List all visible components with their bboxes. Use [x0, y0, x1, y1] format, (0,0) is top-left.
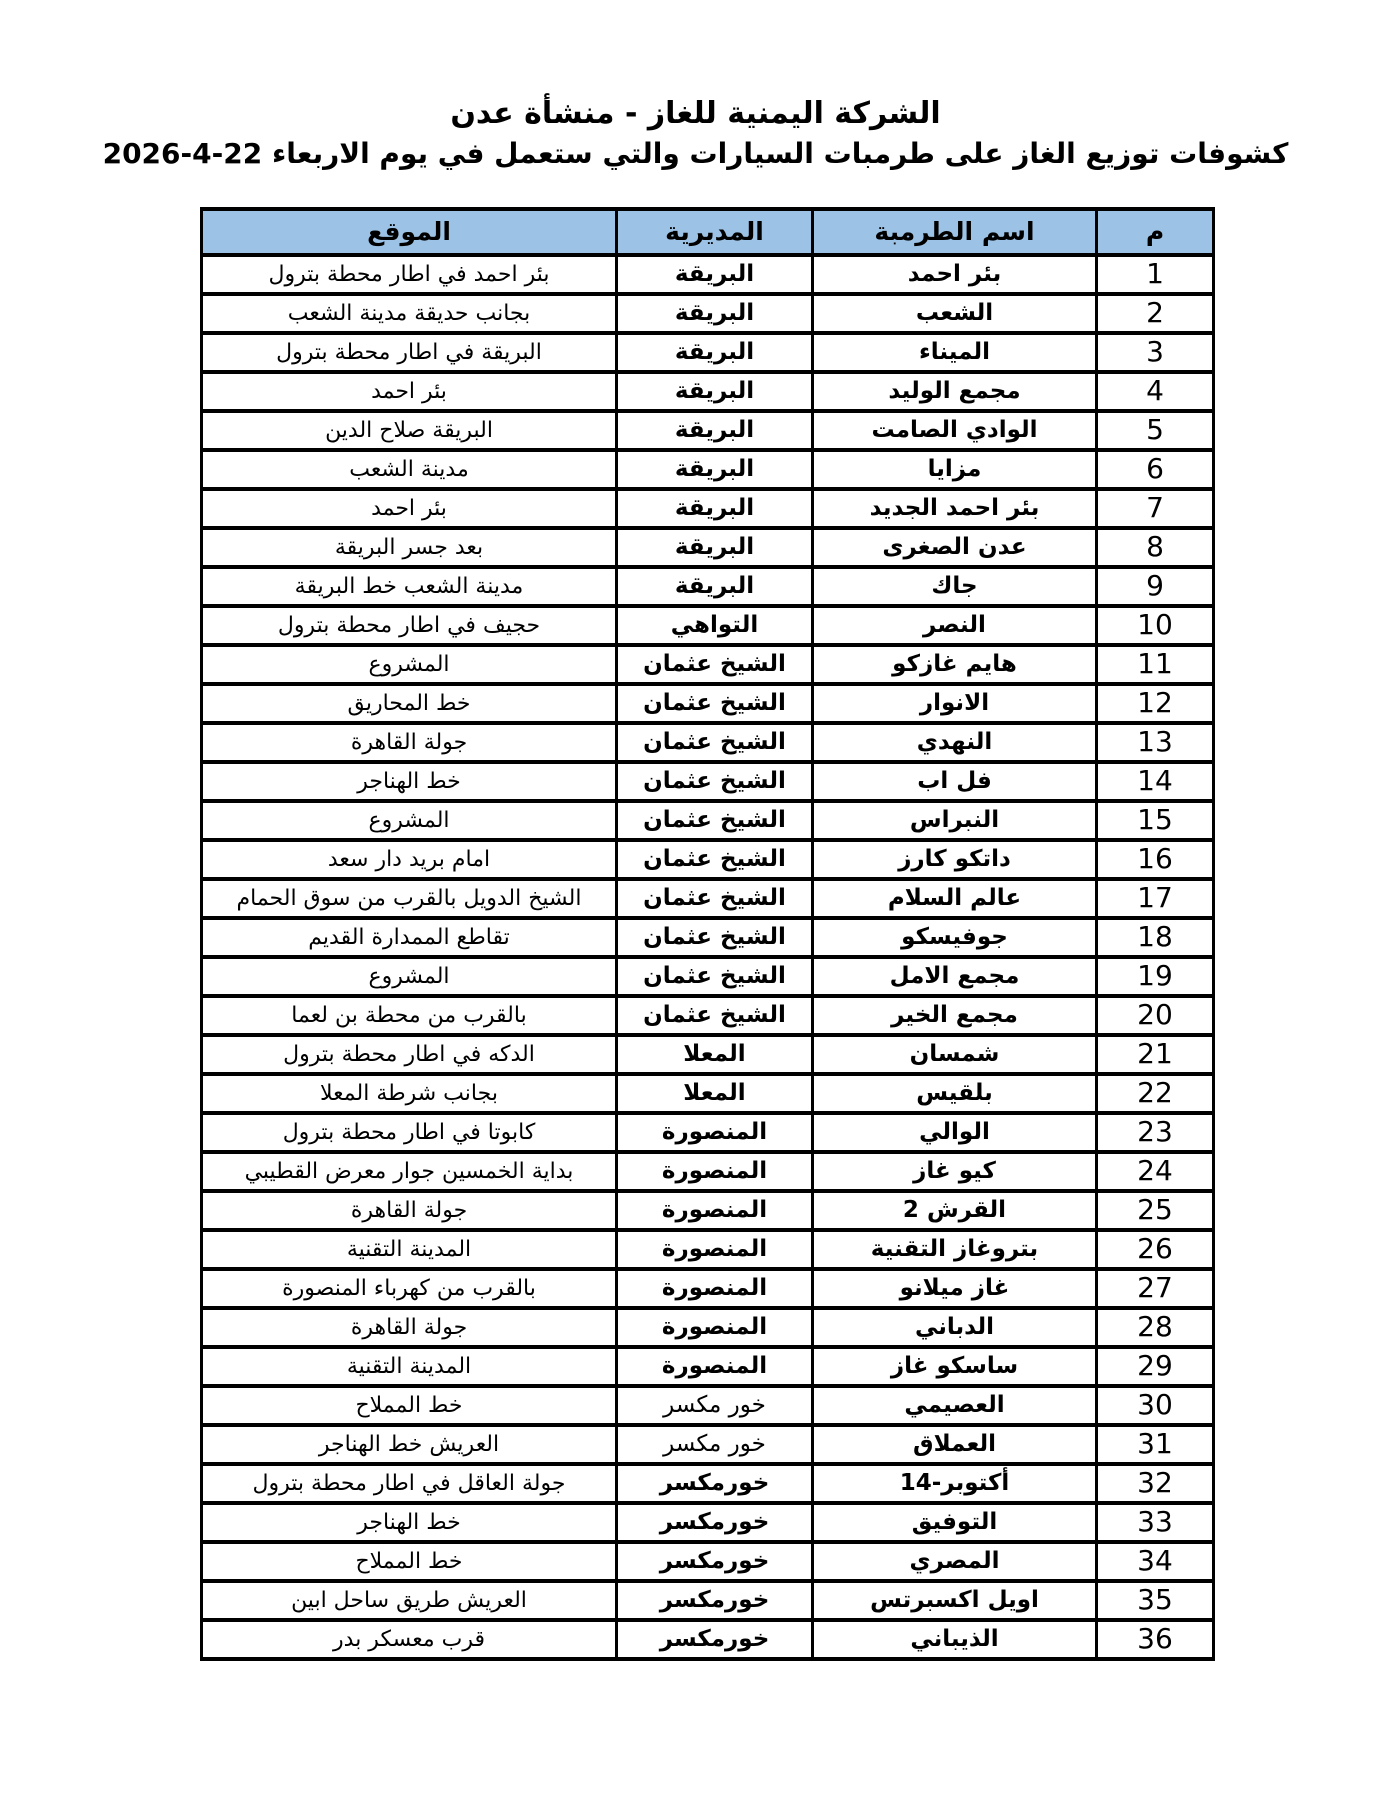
- table-row: [202, 1074, 1214, 1113]
- cell-pump-name: الانوار: [813, 684, 1097, 723]
- cell-district: البريقة: [617, 450, 813, 489]
- cell-pump-name: شمسان: [813, 1035, 1097, 1074]
- cell-pump-name: ساسكو غاز: [813, 1347, 1097, 1386]
- cell-pump-name: جاك: [813, 567, 1097, 606]
- cell-district: المنصورة: [617, 1230, 813, 1269]
- cell-pump-name: القرش 2: [813, 1191, 1097, 1230]
- table-row: [202, 645, 1214, 684]
- table-row: [202, 450, 1214, 489]
- table-row: [202, 1308, 1214, 1347]
- cell-location: كابوتا في اطار محطة بترول: [202, 1113, 617, 1152]
- cell-location: بجانب شرطة المعلا: [202, 1074, 617, 1113]
- cell-serial: 28: [1097, 1308, 1214, 1347]
- cell-pump-name: داتكو كارز: [813, 840, 1097, 879]
- cell-pump-name: اويل اكسبرتس: [813, 1581, 1097, 1620]
- cell-location: بالقرب من محطة بن لعما: [202, 996, 617, 1035]
- cell-serial: 6: [1097, 450, 1214, 489]
- cell-district: الشيخ عثمان: [617, 723, 813, 762]
- cell-location: تقاطع الممدارة القديم: [202, 918, 617, 957]
- cell-district: البريقة: [617, 255, 813, 294]
- cell-location: الشيخ الدويل بالقرب من سوق الحمام: [202, 879, 617, 918]
- cell-district: المعلا: [617, 1035, 813, 1074]
- cell-location: الدكه في اطار محطة بترول: [202, 1035, 617, 1074]
- cell-pump-name: هايم غازكو: [813, 645, 1097, 684]
- table-row: [202, 1230, 1214, 1269]
- cell-location: المشروع: [202, 645, 617, 684]
- cell-location: بئر احمد في اطار محطة بترول: [202, 255, 617, 294]
- cell-location: حجيف في اطار محطة بترول: [202, 606, 617, 645]
- cell-serial: 23: [1097, 1113, 1214, 1152]
- table-row: [202, 372, 1214, 411]
- cell-pump-name: بئر احمد: [813, 255, 1097, 294]
- table-row: [202, 996, 1214, 1035]
- table-row: [202, 684, 1214, 723]
- table-row: [202, 801, 1214, 840]
- cell-district: خور مكسر: [617, 1386, 813, 1425]
- cell-pump-name: بئر احمد الجديد: [813, 489, 1097, 528]
- table-row: [202, 1425, 1214, 1464]
- cell-serial: 30: [1097, 1386, 1214, 1425]
- table-row: [202, 1503, 1214, 1542]
- table-row: [202, 1464, 1214, 1503]
- column-header-district: المديرية: [617, 209, 813, 255]
- cell-location: بعد جسر البريقة: [202, 528, 617, 567]
- cell-location: بئر احمد: [202, 372, 617, 411]
- cell-serial: 33: [1097, 1503, 1214, 1542]
- cell-serial: 31: [1097, 1425, 1214, 1464]
- table-row: [202, 1269, 1214, 1308]
- cell-location: خط المملاح: [202, 1542, 617, 1581]
- cell-district: المعلا: [617, 1074, 813, 1113]
- cell-serial: 19: [1097, 957, 1214, 996]
- cell-district: البريقة: [617, 411, 813, 450]
- cell-pump-name: بتروغاز التقنية: [813, 1230, 1097, 1269]
- table-body: [202, 255, 1214, 1659]
- table-row: [202, 1620, 1214, 1659]
- cell-pump-name: جوفيسكو: [813, 918, 1097, 957]
- column-header-serial: م: [1097, 209, 1214, 255]
- cell-serial: 24: [1097, 1152, 1214, 1191]
- cell-district: خورمكسر: [617, 1464, 813, 1503]
- cell-district: البريقة: [617, 489, 813, 528]
- table-row: [202, 333, 1214, 372]
- cell-district: الشيخ عثمان: [617, 801, 813, 840]
- table-row: [202, 1581, 1214, 1620]
- pump-schedule-table: [200, 207, 1215, 1661]
- cell-location: خط المحاريق: [202, 684, 617, 723]
- subtitle-text: كشوفات توزيع الغاز على طرمبات السيارات والتي ستعمل في يوم الاربعاء: [271, 137, 1289, 170]
- table-row: [202, 606, 1214, 645]
- table-row: [202, 957, 1214, 996]
- cell-serial: 27: [1097, 1269, 1214, 1308]
- cell-pump-name: الوالي: [813, 1113, 1097, 1152]
- cell-serial: 15: [1097, 801, 1214, 840]
- cell-pump-name: النصر: [813, 606, 1097, 645]
- cell-location: بئر احمد: [202, 489, 617, 528]
- cell-pump-name: مجمع الامل: [813, 957, 1097, 996]
- table-row: [202, 255, 1214, 294]
- cell-district: المنصورة: [617, 1191, 813, 1230]
- cell-location: المشروع: [202, 957, 617, 996]
- cell-serial: 32: [1097, 1464, 1214, 1503]
- cell-district: خورمكسر: [617, 1542, 813, 1581]
- cell-serial: 17: [1097, 879, 1214, 918]
- cell-pump-name: الميناء: [813, 333, 1097, 372]
- cell-district: الشيخ عثمان: [617, 879, 813, 918]
- cell-pump-name: بلقيس: [813, 1074, 1097, 1113]
- cell-district: البريقة: [617, 567, 813, 606]
- subtitle-date: 2026-4-22: [102, 137, 263, 170]
- cell-location: المدينة التقنية: [202, 1347, 617, 1386]
- cell-location: بجانب حديقة مدينة الشعب: [202, 294, 617, 333]
- table-row: [202, 918, 1214, 957]
- table-row: [202, 1191, 1214, 1230]
- cell-pump-name: التوفيق: [813, 1503, 1097, 1542]
- cell-location: العريش خط الهناجر: [202, 1425, 617, 1464]
- cell-location: خط الهناجر: [202, 1503, 617, 1542]
- cell-location: امام بريد دار سعد: [202, 840, 617, 879]
- cell-pump-name: العصيمي: [813, 1386, 1097, 1425]
- cell-district: الشيخ عثمان: [617, 957, 813, 996]
- cell-location: جولة القاهرة: [202, 1191, 617, 1230]
- cell-serial: 5: [1097, 411, 1214, 450]
- table-row: [202, 723, 1214, 762]
- column-header-location: الموقع: [202, 209, 617, 255]
- cell-serial: 35: [1097, 1581, 1214, 1620]
- cell-location: المدينة التقنية: [202, 1230, 617, 1269]
- table-row: [202, 1542, 1214, 1581]
- cell-pump-name: عدن الصغرى: [813, 528, 1097, 567]
- cell-pump-name: الوادي الصامت: [813, 411, 1097, 450]
- header-row: [202, 209, 1214, 255]
- cell-pump-name: مجمع الخير: [813, 996, 1097, 1035]
- cell-serial: 25: [1097, 1191, 1214, 1230]
- cell-serial: 7: [1097, 489, 1214, 528]
- cell-location: خط الهناجر: [202, 762, 617, 801]
- cell-pump-name: مجمع الوليد: [813, 372, 1097, 411]
- cell-location: المشروع: [202, 801, 617, 840]
- cell-pump-name: غاز ميلانو: [813, 1269, 1097, 1308]
- cell-district: البريقة: [617, 333, 813, 372]
- cell-district: المنصورة: [617, 1113, 813, 1152]
- cell-district: التواهي: [617, 606, 813, 645]
- cell-serial: 26: [1097, 1230, 1214, 1269]
- table-row: [202, 1347, 1214, 1386]
- cell-district: المنصورة: [617, 1152, 813, 1191]
- cell-district: خورمكسر: [617, 1581, 813, 1620]
- cell-district: البريقة: [617, 294, 813, 333]
- cell-location: البريقة في اطار محطة بترول: [202, 333, 617, 372]
- cell-district: البريقة: [617, 372, 813, 411]
- cell-district: الشيخ عثمان: [617, 918, 813, 957]
- table-row: [202, 840, 1214, 879]
- cell-location: جولة العاقل في اطار محطة بترول: [202, 1464, 617, 1503]
- table-row: [202, 1152, 1214, 1191]
- cell-location: خط المملاح: [202, 1386, 617, 1425]
- column-header-pump-name: اسم الطرمبة: [813, 209, 1097, 255]
- table-row: [202, 294, 1214, 333]
- cell-serial: 1: [1097, 255, 1214, 294]
- cell-district: الشيخ عثمان: [617, 840, 813, 879]
- cell-pump-name: عالم السلام: [813, 879, 1097, 918]
- cell-pump-name: مزايا: [813, 450, 1097, 489]
- cell-serial: 11: [1097, 645, 1214, 684]
- cell-serial: 36: [1097, 1620, 1214, 1659]
- cell-district: الشيخ عثمان: [617, 996, 813, 1035]
- cell-pump-name: النهدي: [813, 723, 1097, 762]
- cell-location: جولة القاهرة: [202, 723, 617, 762]
- cell-location: البريقة صلاح الدين: [202, 411, 617, 450]
- cell-serial: 12: [1097, 684, 1214, 723]
- cell-pump-name: كيو غاز: [813, 1152, 1097, 1191]
- cell-district: الشيخ عثمان: [617, 762, 813, 801]
- cell-pump-name: الذيباني: [813, 1620, 1097, 1659]
- cell-location: بالقرب من كهرباء المنصورة: [202, 1269, 617, 1308]
- table-row: [202, 411, 1214, 450]
- cell-serial: 18: [1097, 918, 1214, 957]
- cell-serial: 2: [1097, 294, 1214, 333]
- cell-serial: 29: [1097, 1347, 1214, 1386]
- cell-serial: 9: [1097, 567, 1214, 606]
- cell-pump-name: الشعب: [813, 294, 1097, 333]
- cell-district: خورمكسر: [617, 1503, 813, 1542]
- cell-serial: 14: [1097, 762, 1214, 801]
- cell-serial: 4: [1097, 372, 1214, 411]
- cell-district: المنصورة: [617, 1269, 813, 1308]
- cell-pump-name: أكتوبر-14: [813, 1464, 1097, 1503]
- cell-pump-name: الدباني: [813, 1308, 1097, 1347]
- cell-serial: 13: [1097, 723, 1214, 762]
- table-row: [202, 762, 1214, 801]
- cell-serial: 22: [1097, 1074, 1214, 1113]
- cell-location: العريش طريق ساحل ابين: [202, 1581, 617, 1620]
- cell-serial: 8: [1097, 528, 1214, 567]
- cell-location: مدينة الشعب خط البريقة: [202, 567, 617, 606]
- table-row: [202, 528, 1214, 567]
- cell-district: البريقة: [617, 528, 813, 567]
- cell-location: جولة القاهرة: [202, 1308, 617, 1347]
- cell-district: الشيخ عثمان: [617, 645, 813, 684]
- table-row: [202, 1035, 1214, 1074]
- cell-serial: 20: [1097, 996, 1214, 1035]
- cell-pump-name: النبراس: [813, 801, 1097, 840]
- cell-pump-name: فل اب: [813, 762, 1097, 801]
- table-row: [202, 489, 1214, 528]
- table-row: [202, 1113, 1214, 1152]
- document-subtitle: [0, 137, 1391, 171]
- cell-serial: 10: [1097, 606, 1214, 645]
- cell-serial: 16: [1097, 840, 1214, 879]
- cell-serial: 21: [1097, 1035, 1214, 1074]
- table-row: [202, 1386, 1214, 1425]
- table-row: [202, 879, 1214, 918]
- cell-district: خورمكسر: [617, 1620, 813, 1659]
- cell-location: قرب معسكر بدر: [202, 1620, 617, 1659]
- cell-district: المنصورة: [617, 1347, 813, 1386]
- table-header: [202, 209, 1214, 255]
- cell-district: المنصورة: [617, 1308, 813, 1347]
- cell-location: بداية الخمسين جوار معرض القطيبي: [202, 1152, 617, 1191]
- cell-serial: 34: [1097, 1542, 1214, 1581]
- cell-pump-name: المصري: [813, 1542, 1097, 1581]
- cell-location: مدينة الشعب: [202, 450, 617, 489]
- cell-pump-name: العملاق: [813, 1425, 1097, 1464]
- cell-district: خور مكسر: [617, 1425, 813, 1464]
- cell-district: الشيخ عثمان: [617, 684, 813, 723]
- document-title: الشركة اليمنية للغاز - منشأة عدن: [450, 96, 941, 131]
- table-row: [202, 567, 1214, 606]
- cell-serial: 3: [1097, 333, 1214, 372]
